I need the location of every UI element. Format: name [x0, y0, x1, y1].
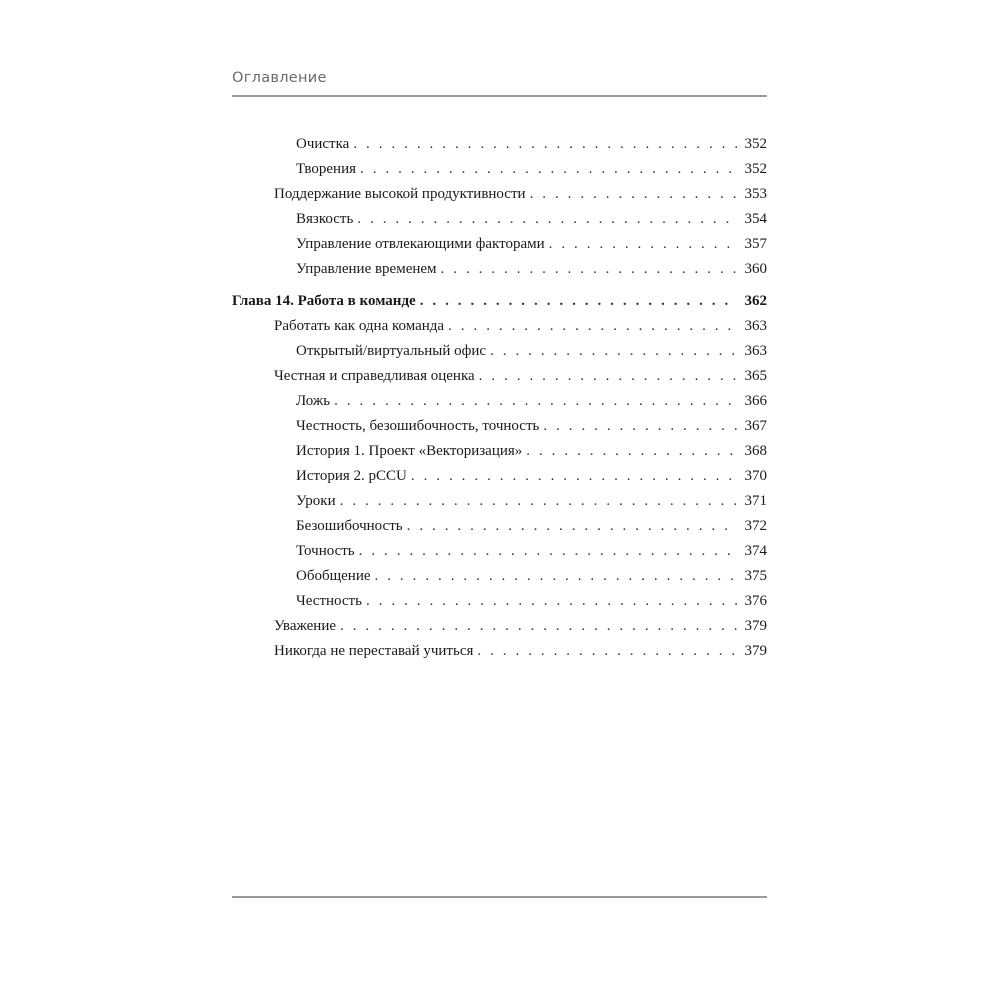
dot-leader — [479, 364, 737, 389]
toc-entry — [232, 464, 767, 489]
toc-entry — [232, 539, 767, 564]
toc-entry-page: 375 — [744, 568, 767, 584]
toc-entry-title: Точность — [296, 543, 355, 559]
dot-leader — [477, 639, 737, 664]
toc-entry-title: Работать как одна команда — [274, 318, 445, 334]
toc-entry — [232, 639, 767, 664]
toc-entry — [232, 489, 767, 514]
dot-leader — [441, 257, 737, 282]
toc-entry-page: 368 — [744, 443, 767, 459]
toc-entry-page: 367 — [744, 418, 767, 434]
toc-entry-page: 366 — [744, 393, 767, 409]
toc-entry-page: 372 — [744, 518, 767, 534]
toc-entry — [232, 182, 767, 207]
toc-entry-title: Безошибочность — [296, 518, 403, 534]
toc-entry-page: 357 — [744, 236, 767, 252]
toc-entry-title: История 2. pCCU — [296, 468, 407, 484]
dot-leader — [359, 539, 737, 564]
toc-chapter-entry — [232, 289, 767, 314]
toc-entry-title: Никогда не переставай учиться — [274, 643, 474, 659]
dot-leader — [366, 589, 737, 614]
toc-entry-title: Очистка — [296, 136, 350, 152]
dot-leader — [334, 389, 737, 414]
toc-entry-title: История 1. Проект «Векторизация» — [296, 443, 523, 459]
toc-entry — [232, 157, 767, 182]
dot-leader — [411, 464, 737, 489]
footer-divider — [232, 896, 767, 898]
toc-entry-title: Честность — [296, 593, 362, 609]
toc-entry — [232, 514, 767, 539]
toc-entry — [232, 314, 767, 339]
toc-entry-page: 365 — [744, 368, 767, 384]
dot-leader — [357, 207, 737, 232]
dot-leader — [407, 514, 737, 539]
dot-leader — [340, 614, 737, 639]
toc-entry-title: Уважение — [274, 618, 337, 634]
toc-entry-title: Честная и справедливая оценка — [274, 368, 475, 384]
dot-leader — [530, 182, 737, 207]
table-of-contents — [232, 132, 767, 664]
toc-entry-title: Вязкость — [296, 211, 354, 227]
toc-entry-title: Управление отвлекающими факторами — [296, 236, 545, 252]
dot-leader — [375, 564, 737, 589]
toc-entry — [232, 614, 767, 639]
toc-entry — [232, 414, 767, 439]
toc-entry-title: Уроки — [296, 493, 336, 509]
dot-leader — [526, 439, 737, 464]
dot-leader — [448, 314, 737, 339]
dot-leader — [543, 414, 737, 439]
dot-leader — [420, 289, 737, 314]
toc-entry-page: 371 — [744, 493, 767, 509]
toc-entry — [232, 232, 767, 257]
toc-entry-page: 376 — [744, 593, 767, 609]
toc-entry — [232, 589, 767, 614]
toc-entry — [232, 364, 767, 389]
toc-entry-page: 363 — [744, 343, 767, 359]
toc-entry — [232, 564, 767, 589]
toc-entry-page: 379 — [744, 643, 767, 659]
dot-leader — [340, 489, 737, 514]
running-header: Оглавление — [232, 70, 327, 86]
toc-entry-page: 352 — [744, 136, 767, 152]
header-divider — [232, 95, 767, 97]
toc-entry-page: 353 — [744, 186, 767, 202]
toc-entry-title: Ложь — [296, 393, 331, 409]
toc-entry-title: Творения — [296, 161, 357, 177]
dot-leader — [353, 132, 737, 157]
toc-entry-title: Открытый/виртуальный офис — [296, 343, 487, 359]
toc-entry-page: 370 — [744, 468, 767, 484]
toc-entry-title: Обобщение — [296, 568, 371, 584]
toc-entry — [232, 207, 767, 232]
toc-entry — [232, 257, 767, 282]
toc-entry-page: 379 — [744, 618, 767, 634]
toc-entry-page: 354 — [744, 211, 767, 227]
toc-entry — [232, 339, 767, 364]
toc-entry-title: Честность, безошибочность, точность — [296, 418, 540, 434]
toc-entry — [232, 389, 767, 414]
toc-chapter-page: 362 — [744, 293, 767, 309]
toc-chapter-title: Глава 14. Работа в команде — [232, 293, 416, 309]
toc-entry-page: 374 — [744, 543, 767, 559]
chapter-gap — [232, 282, 767, 289]
toc-entry-page: 352 — [744, 161, 767, 177]
toc-entry-title: Управление временем — [296, 261, 437, 277]
toc-entry — [232, 132, 767, 157]
toc-entry-page: 363 — [744, 318, 767, 334]
toc-entry-page: 360 — [744, 261, 767, 277]
dot-leader — [360, 157, 737, 182]
toc-entry-title: Поддержание высокой продуктивности — [274, 186, 526, 202]
dot-leader — [549, 232, 737, 257]
dot-leader — [490, 339, 737, 364]
toc-entry — [232, 439, 767, 464]
